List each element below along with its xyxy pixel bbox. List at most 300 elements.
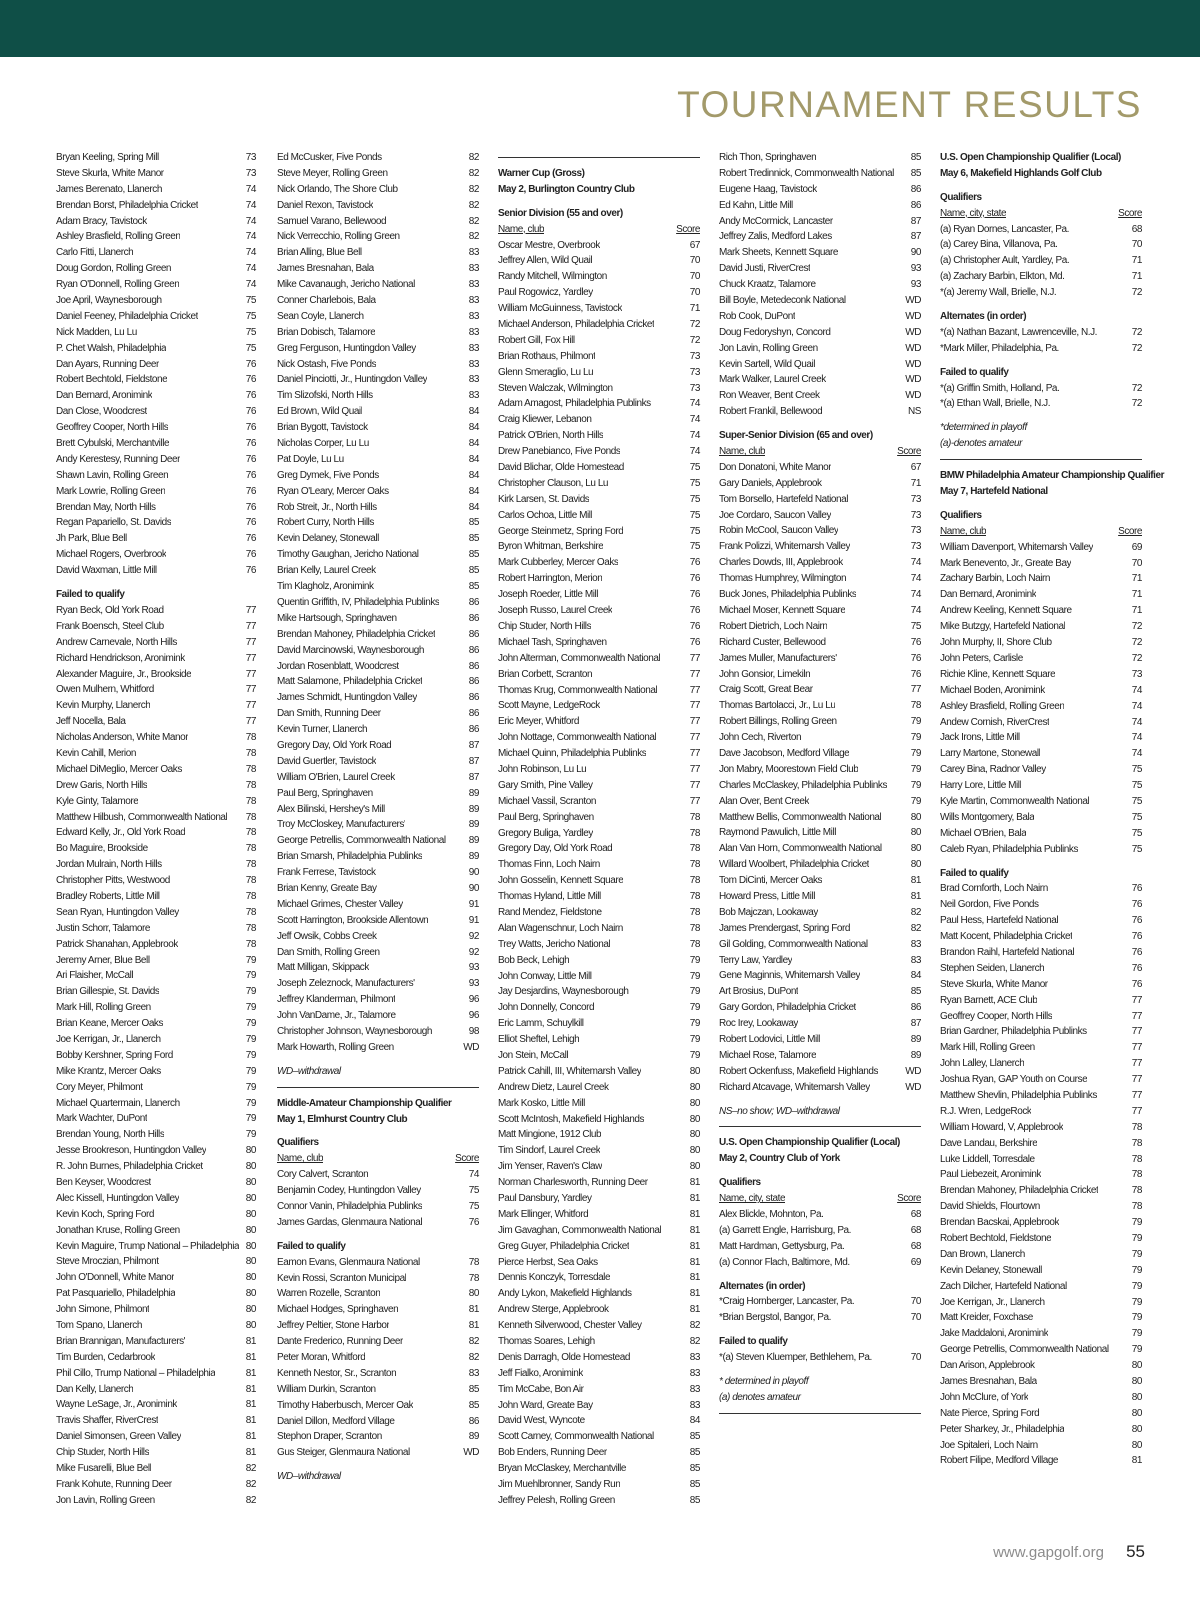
player-name-club: Ryan Barnett, ACE Club	[940, 994, 1038, 1006]
result-row	[719, 523, 921, 539]
result-row	[277, 309, 479, 325]
result-row	[719, 476, 921, 492]
player-score: 90	[910, 247, 921, 259]
player-name-club: Kevin Delaney, Stonewall	[940, 1264, 1042, 1276]
player-name-club: Sean Ryan, Huntingdon Valley	[56, 906, 179, 918]
player-score: 83	[468, 342, 479, 354]
player-score: WD	[905, 374, 921, 386]
player-score: 86	[468, 708, 479, 720]
result-row	[719, 889, 921, 905]
result-row	[498, 794, 700, 810]
player-score: 81	[245, 1335, 256, 1347]
result-row	[56, 1429, 256, 1445]
player-score: 79	[689, 970, 700, 982]
player-name-club: Steve Skurla, White Manor	[56, 167, 164, 179]
result-row	[498, 1032, 700, 1048]
result-row	[56, 420, 256, 436]
player-name-club: Richie Kline, Kennett Square	[940, 668, 1056, 680]
player-name-club: Tom Borsello, Hartefeld National	[719, 493, 848, 505]
player-score: 76	[245, 438, 256, 450]
player-name-club: Tim Sindorf, Laurel Creek	[498, 1145, 601, 1157]
player-score: 74	[689, 414, 700, 426]
result-row	[498, 1064, 700, 1080]
player-score: 80	[1131, 1407, 1142, 1419]
spacer	[277, 1127, 479, 1135]
result-row	[498, 810, 700, 826]
player-score: 80	[245, 1177, 256, 1188]
result-row	[277, 1302, 479, 1318]
player-name-club: David Blichar, Olde Homestead	[498, 462, 624, 474]
player-score: 85	[689, 1479, 700, 1491]
player-name-club: Christopher Johnson, Waynesborough	[277, 1025, 432, 1037]
player-score: 80	[245, 1272, 256, 1284]
player-score: 79	[245, 1113, 256, 1125]
player-score: 75	[468, 1201, 479, 1212]
player-score: 77	[245, 716, 256, 728]
player-name-club: Phil Cillo, Trump National – Philadelphia	[56, 1367, 216, 1379]
result-row	[719, 277, 921, 293]
result-row	[498, 1255, 700, 1271]
player-score: 71	[910, 477, 921, 489]
player-score: 76	[245, 453, 256, 465]
player-score: 76	[245, 485, 256, 497]
result-row	[277, 579, 479, 595]
player-name-club: James Muller, Manufacturers'	[719, 652, 837, 664]
player-name-club: Greg Guyer, Philadelphia Cricket	[498, 1240, 630, 1252]
player-score: 78	[1131, 1201, 1142, 1213]
player-name-club: Andy Lykon, Makefield Highlands	[498, 1288, 632, 1300]
result-row	[940, 285, 1142, 301]
result-row	[277, 802, 479, 818]
result-row	[498, 476, 700, 492]
result-row	[719, 587, 921, 603]
player-score: 83	[468, 295, 479, 307]
result-row	[498, 524, 700, 540]
spacer	[940, 500, 1142, 508]
player-score: WD	[463, 1041, 479, 1053]
spacer	[719, 1326, 921, 1334]
player-name-club: Eamon Evans, Glenmaura National	[277, 1256, 420, 1268]
player-name-club: Thomas Soares, Lehigh	[498, 1336, 595, 1348]
player-score: 80	[245, 1224, 256, 1236]
player-score: 76	[1131, 946, 1142, 958]
result-row	[498, 1096, 700, 1112]
result-row	[277, 500, 479, 516]
result-row	[56, 1413, 256, 1429]
player-score: 80	[1131, 1391, 1142, 1403]
player-name-club: Gil Golding, Commonwealth National	[719, 938, 868, 950]
player-name-club: Quentin Griffith, IV, Philadelphia Publinks	[277, 596, 440, 608]
player-name-club: Robin McCool, Saucon Valley	[719, 525, 839, 537]
result-row	[498, 1350, 700, 1366]
player-name-club: Connor Vanin, Philadelphia Publinks	[277, 1201, 423, 1212]
player-name-club: Mike Krantz, Mercer Oaks	[56, 1065, 161, 1077]
page-title: TOURNAMENT RESULTS	[677, 84, 1142, 125]
spacer	[719, 1366, 921, 1374]
player-name-club: (a) Christopher Ault, Yardley, Pa.	[940, 255, 1070, 267]
player-score: 76	[1131, 978, 1142, 990]
player-score: 74	[1131, 700, 1142, 712]
result-row	[719, 762, 921, 778]
player-score: 78	[689, 891, 700, 903]
result-row	[277, 960, 479, 976]
player-score: 79	[689, 986, 700, 998]
player-name-club: Adam Amagost, Philadelphia Publinks	[498, 398, 651, 410]
player-name-club: Neil Gordon, Five Ponds	[940, 899, 1039, 911]
player-name-club: Robert Bechtold, Fieldstone	[56, 374, 168, 386]
player-score: 79	[245, 954, 256, 966]
result-row	[498, 444, 700, 460]
player-name-club: *(a) Ethan Wall, Brielle, N.J.	[940, 398, 1051, 410]
player-score: 81	[689, 1224, 700, 1236]
result-row	[56, 778, 256, 794]
column-header-row	[277, 1151, 479, 1167]
player-name-club: Mike Hartsough, Springhaven	[277, 612, 397, 624]
result-row	[940, 269, 1142, 285]
spacer	[940, 182, 1142, 190]
player-score: 76	[245, 549, 256, 561]
result-row	[940, 778, 1142, 794]
player-score: 79	[1131, 1280, 1142, 1292]
player-name-club: *Brian Bergstol, Bangor, Pa.	[719, 1312, 831, 1324]
result-row	[498, 301, 700, 317]
player-name-club: Zach Dilcher, Hartefeld National	[940, 1280, 1067, 1292]
player-score: 77	[245, 620, 256, 632]
player-score: 68	[910, 1209, 921, 1220]
player-name-club: Gary Daniels, Applebrook	[719, 477, 822, 489]
player-name-club: Alec Kissell, Huntingdon Valley	[56, 1192, 180, 1204]
player-score: 87	[468, 739, 479, 751]
result-row	[56, 468, 256, 484]
player-score: 77	[689, 684, 700, 696]
result-row	[56, 341, 256, 357]
result-row	[498, 730, 700, 746]
result-row	[277, 372, 479, 388]
player-name-club: Brian Smarsh, Philadelphia Publinks	[277, 851, 423, 863]
player-name-club: Brian Alling, Blue Bell	[277, 247, 362, 259]
player-name-club: *Craig Hornberger, Lancaster, Pa.	[719, 1296, 855, 1308]
result-row	[940, 683, 1142, 699]
player-name-club: Patrick Shanahan, Applebrook	[56, 938, 178, 950]
player-name-club: Kevin Rossi, Scranton Municipal	[277, 1272, 407, 1284]
player-score: 76	[1131, 962, 1142, 974]
player-name-club: Mark Walker, Laurel Creek	[719, 374, 826, 386]
player-score: 71	[1131, 255, 1142, 267]
player-name-club: Robert Tredinnick, Commonwealth National	[719, 167, 894, 179]
player-name-club: Steve Meyer, Rolling Green	[277, 167, 388, 179]
player-score: 79	[910, 716, 921, 728]
result-row	[940, 587, 1142, 603]
player-score: 74	[689, 430, 700, 442]
player-score: 78	[1131, 1185, 1142, 1197]
player-score: 76	[245, 422, 256, 434]
player-score: 83	[468, 390, 479, 402]
player-score: 85	[689, 1463, 700, 1475]
player-score: 86	[468, 676, 479, 688]
spacer	[719, 420, 921, 428]
player-name-club: Harry Lore, Little Mill	[940, 780, 1022, 792]
player-name-club: Michael Quartermain, Llanerch	[56, 1097, 180, 1109]
result-row	[498, 984, 700, 1000]
player-name-club: Paul Berg, Springhaven	[277, 787, 373, 799]
player-score: 70	[910, 1296, 921, 1308]
column-header-row	[940, 206, 1142, 222]
player-name-club: Caleb Ryan, Philadelphia Publinks	[940, 843, 1079, 855]
result-row	[940, 1136, 1142, 1152]
player-score: 89	[468, 851, 479, 863]
player-name-club: Robert Frankil, Bellewood	[719, 406, 823, 418]
player-name-club: Jonathan Kruse, Rolling Green	[56, 1224, 180, 1236]
result-row	[719, 229, 921, 245]
player-name-club: Dan Bernard, Aronimink	[940, 589, 1037, 601]
player-name-club: Steve Mroczian, Philmont	[56, 1256, 159, 1268]
result-row	[719, 1032, 921, 1048]
player-name-club: Daniel Pinciotti, Jr., Huntingdon Valley	[277, 374, 428, 386]
result-row	[277, 484, 479, 500]
player-score: 92	[468, 946, 479, 958]
player-name-club: Jon Mabry, Moorestown Field Club	[719, 763, 859, 775]
section-heading: May 2, Country Club of York	[719, 1153, 840, 1165]
spacer	[719, 1271, 921, 1279]
player-name-club: Jack Irons, Little Mill	[940, 732, 1020, 744]
player-score: 78	[689, 859, 700, 871]
player-score: 75	[1131, 780, 1142, 792]
player-name-club: Geoffrey Cooper, North Hills	[56, 422, 169, 434]
player-name-club: Ryan O'Donnell, Rolling Green	[56, 279, 180, 291]
result-row	[277, 531, 479, 547]
spacer	[719, 1167, 921, 1175]
player-score: 85	[689, 1431, 700, 1443]
player-score: 76	[1131, 883, 1142, 895]
result-row	[277, 674, 479, 690]
player-name-club: Dan Ayars, Running Deer	[56, 358, 159, 370]
player-score: 76	[910, 668, 921, 680]
player-name-club: Pierce Herbst, Sea Oaks	[498, 1256, 598, 1268]
player-score: 80	[245, 1208, 256, 1220]
player-score: 91	[468, 898, 479, 910]
player-score: 72	[1131, 398, 1142, 410]
result-row	[940, 945, 1142, 961]
player-score: 78	[1131, 1121, 1142, 1133]
player-name-club: Buck Jones, Philadelphia Publinks	[719, 589, 857, 601]
player-name-club: Kevin Murphy, Llanerch	[56, 700, 151, 712]
result-row	[498, 253, 700, 269]
section-heading: Failed to qualify	[277, 1240, 346, 1252]
player-score: 85	[689, 1494, 700, 1506]
result-row	[56, 1080, 256, 1096]
result-row	[498, 1429, 700, 1445]
result-row	[940, 1438, 1142, 1454]
result-row	[940, 929, 1142, 945]
player-name-club: Dave Landau, Berkshire	[940, 1137, 1038, 1149]
player-name-club: Nate Pierce, Spring Ford	[940, 1407, 1040, 1419]
player-score: 74	[245, 183, 256, 195]
player-score: 80	[245, 1240, 256, 1252]
player-name-club: John Ward, Greate Bay	[498, 1399, 593, 1411]
player-name-club: Joe April, Waynesborough	[56, 295, 162, 307]
player-name-club: Paul Berg, Springhaven	[498, 811, 594, 823]
player-name-club: Michael Vassil, Scranton	[498, 795, 596, 807]
section-heading: Failed to qualify	[940, 366, 1009, 378]
player-score: 75	[689, 462, 700, 474]
player-name-club: Frank Kohute, Running Deer	[56, 1478, 172, 1490]
player-name-club: James Bresnahan, Bala	[277, 263, 374, 275]
result-row	[940, 1152, 1142, 1168]
result-row	[277, 515, 479, 531]
result-row	[498, 333, 700, 349]
player-score: 74	[910, 557, 921, 569]
result-row	[719, 667, 921, 683]
result-row	[498, 698, 700, 714]
player-name-club: Peter Moran, Whitford	[277, 1352, 366, 1364]
player-name-club: William Davenport, Whitemarsh Valley	[940, 541, 1094, 553]
player-name-club: Patrick Cahill, III, Whitemarsh Valley	[498, 1065, 642, 1077]
player-score: 81	[689, 1240, 700, 1252]
result-row	[277, 404, 479, 420]
result-row	[498, 1398, 700, 1414]
result-row	[940, 1279, 1142, 1295]
player-score: 84	[468, 485, 479, 497]
player-name-club: Robert Dietrich, Loch Nairn	[719, 620, 828, 632]
result-row	[56, 1111, 256, 1127]
result-row	[719, 730, 921, 746]
player-name-club: Jeff Owsik, Cobbs Creek	[277, 930, 377, 942]
result-row	[498, 571, 700, 587]
player-name-club: Michael Rogers, Overbrook	[56, 549, 167, 561]
player-score: 75	[910, 620, 921, 632]
result-row	[277, 881, 479, 897]
player-name-club: Denis Darragh, Olde Homestead	[498, 1351, 631, 1363]
result-row	[56, 1254, 256, 1270]
result-row	[940, 1390, 1142, 1406]
result-row	[56, 1175, 256, 1191]
result-row	[277, 357, 479, 373]
player-name-club: Daniel Dillon, Medford Village	[277, 1415, 395, 1427]
player-name-club: Robert Filipe, Medford Village	[940, 1455, 1059, 1467]
player-name-club: Brian Bygott, Tavistock	[277, 422, 368, 434]
player-score: 77	[689, 748, 700, 760]
player-score: 84	[910, 970, 921, 982]
result-row	[277, 277, 479, 293]
result-row	[498, 1493, 700, 1509]
footnote: (a)-denotes amateur	[940, 438, 1023, 450]
result-row	[940, 1167, 1142, 1183]
player-name-club: Dan Close, Woodcrest	[56, 406, 147, 418]
result-row	[277, 929, 479, 945]
player-score: 80	[1131, 1423, 1142, 1435]
result-row	[277, 690, 479, 706]
player-score: 76	[689, 573, 700, 585]
player-name-club: P. Chet Walsh, Philadelphia	[56, 342, 167, 354]
result-row	[277, 627, 479, 643]
player-score: 83	[468, 358, 479, 370]
player-name-club: John Lalley, Llanerch	[940, 1058, 1025, 1070]
player-name-club: (a) Garrett Engle, Harrisburg, Pa.	[719, 1224, 851, 1236]
player-name-club: Joshua Ryan, GAP Youth on Course	[940, 1074, 1088, 1086]
player-score: 78	[689, 811, 700, 823]
result-row	[719, 539, 921, 555]
result-row	[56, 889, 256, 905]
player-score: 79	[689, 1049, 700, 1061]
player-score: 77	[245, 684, 256, 696]
result-row	[498, 349, 700, 365]
player-name-club: Brendan Mahoney, Philadelphia Cricket	[940, 1185, 1099, 1197]
player-name-club: Joseph Roeder, Little Mill	[498, 589, 599, 601]
player-name-club: Richard Atcavage, Whitemarsh Valley	[719, 1081, 870, 1093]
player-name-club: William McGuinness, Tavistock	[498, 303, 623, 315]
player-name-club: Ed McCusker, Five Ponds	[277, 152, 382, 163]
result-row	[56, 921, 256, 937]
player-score: 81	[689, 1177, 700, 1189]
player-score: 74	[910, 589, 921, 601]
player-name-club: Joe Kerrigan, Jr., Llanerch	[56, 1033, 161, 1045]
website-link[interactable]: www.gapgolf.org	[993, 1544, 1104, 1561]
result-row	[56, 1239, 256, 1255]
player-name-club: James Berenato, Llanerch	[56, 183, 162, 195]
player-score: 86	[468, 596, 479, 608]
player-score: 75	[689, 477, 700, 489]
result-row	[56, 857, 256, 873]
player-score: 77	[689, 668, 700, 680]
player-name-club: Mark Ellinger, Whitford	[498, 1208, 589, 1220]
result-row	[56, 1207, 256, 1223]
player-name-club: Owen Mulhern, Whitford	[56, 684, 154, 696]
result-row	[940, 1104, 1142, 1120]
result-row	[56, 1096, 256, 1112]
column-header-name: Name, city, state	[719, 1193, 786, 1205]
player-score: 80	[910, 843, 921, 855]
result-row	[56, 1397, 256, 1413]
player-score: 81	[689, 1304, 700, 1316]
result-row	[719, 388, 921, 404]
result-row	[940, 881, 1142, 897]
player-score: 74	[468, 1169, 479, 1181]
result-row	[56, 905, 256, 921]
result-row	[719, 1294, 921, 1310]
player-name-club: Kyle Martin, Commonwealth National	[940, 795, 1090, 807]
player-score: 76	[245, 501, 256, 513]
result-row	[277, 1318, 479, 1334]
result-row	[56, 214, 256, 230]
player-score: 77	[1131, 1089, 1142, 1101]
player-score: 77	[1131, 1010, 1142, 1022]
result-row	[277, 865, 479, 881]
player-score: 78	[1131, 1169, 1142, 1181]
player-score: 80	[245, 1192, 256, 1204]
player-score: 79	[910, 795, 921, 807]
player-score: 77	[1131, 1074, 1142, 1086]
result-row	[719, 698, 921, 714]
player-name-club: Rich Thon, Springhaven	[719, 152, 817, 163]
result-row	[719, 921, 921, 937]
player-name-club: Jim Muehlbronner, Sandy Run	[498, 1479, 621, 1491]
player-name-club: Matt Hardman, Gettysburg, Pa.	[719, 1240, 845, 1252]
result-row	[940, 1310, 1142, 1326]
player-name-club: Bob Enders, Running Deer	[498, 1447, 607, 1459]
player-name-club: Tom DiCinti, Mercer Oaks	[719, 875, 823, 887]
result-row	[56, 714, 256, 730]
player-score: 76	[245, 533, 256, 545]
result-row	[940, 1024, 1142, 1040]
player-score: 96	[468, 1010, 479, 1022]
result-row	[940, 667, 1142, 683]
result-row	[277, 388, 479, 404]
player-name-club: Andy McCormick, Lancaster	[719, 215, 833, 227]
player-score: 81	[468, 1304, 479, 1316]
player-score: 80	[689, 1145, 700, 1157]
result-row	[940, 381, 1142, 397]
result-row	[498, 937, 700, 953]
